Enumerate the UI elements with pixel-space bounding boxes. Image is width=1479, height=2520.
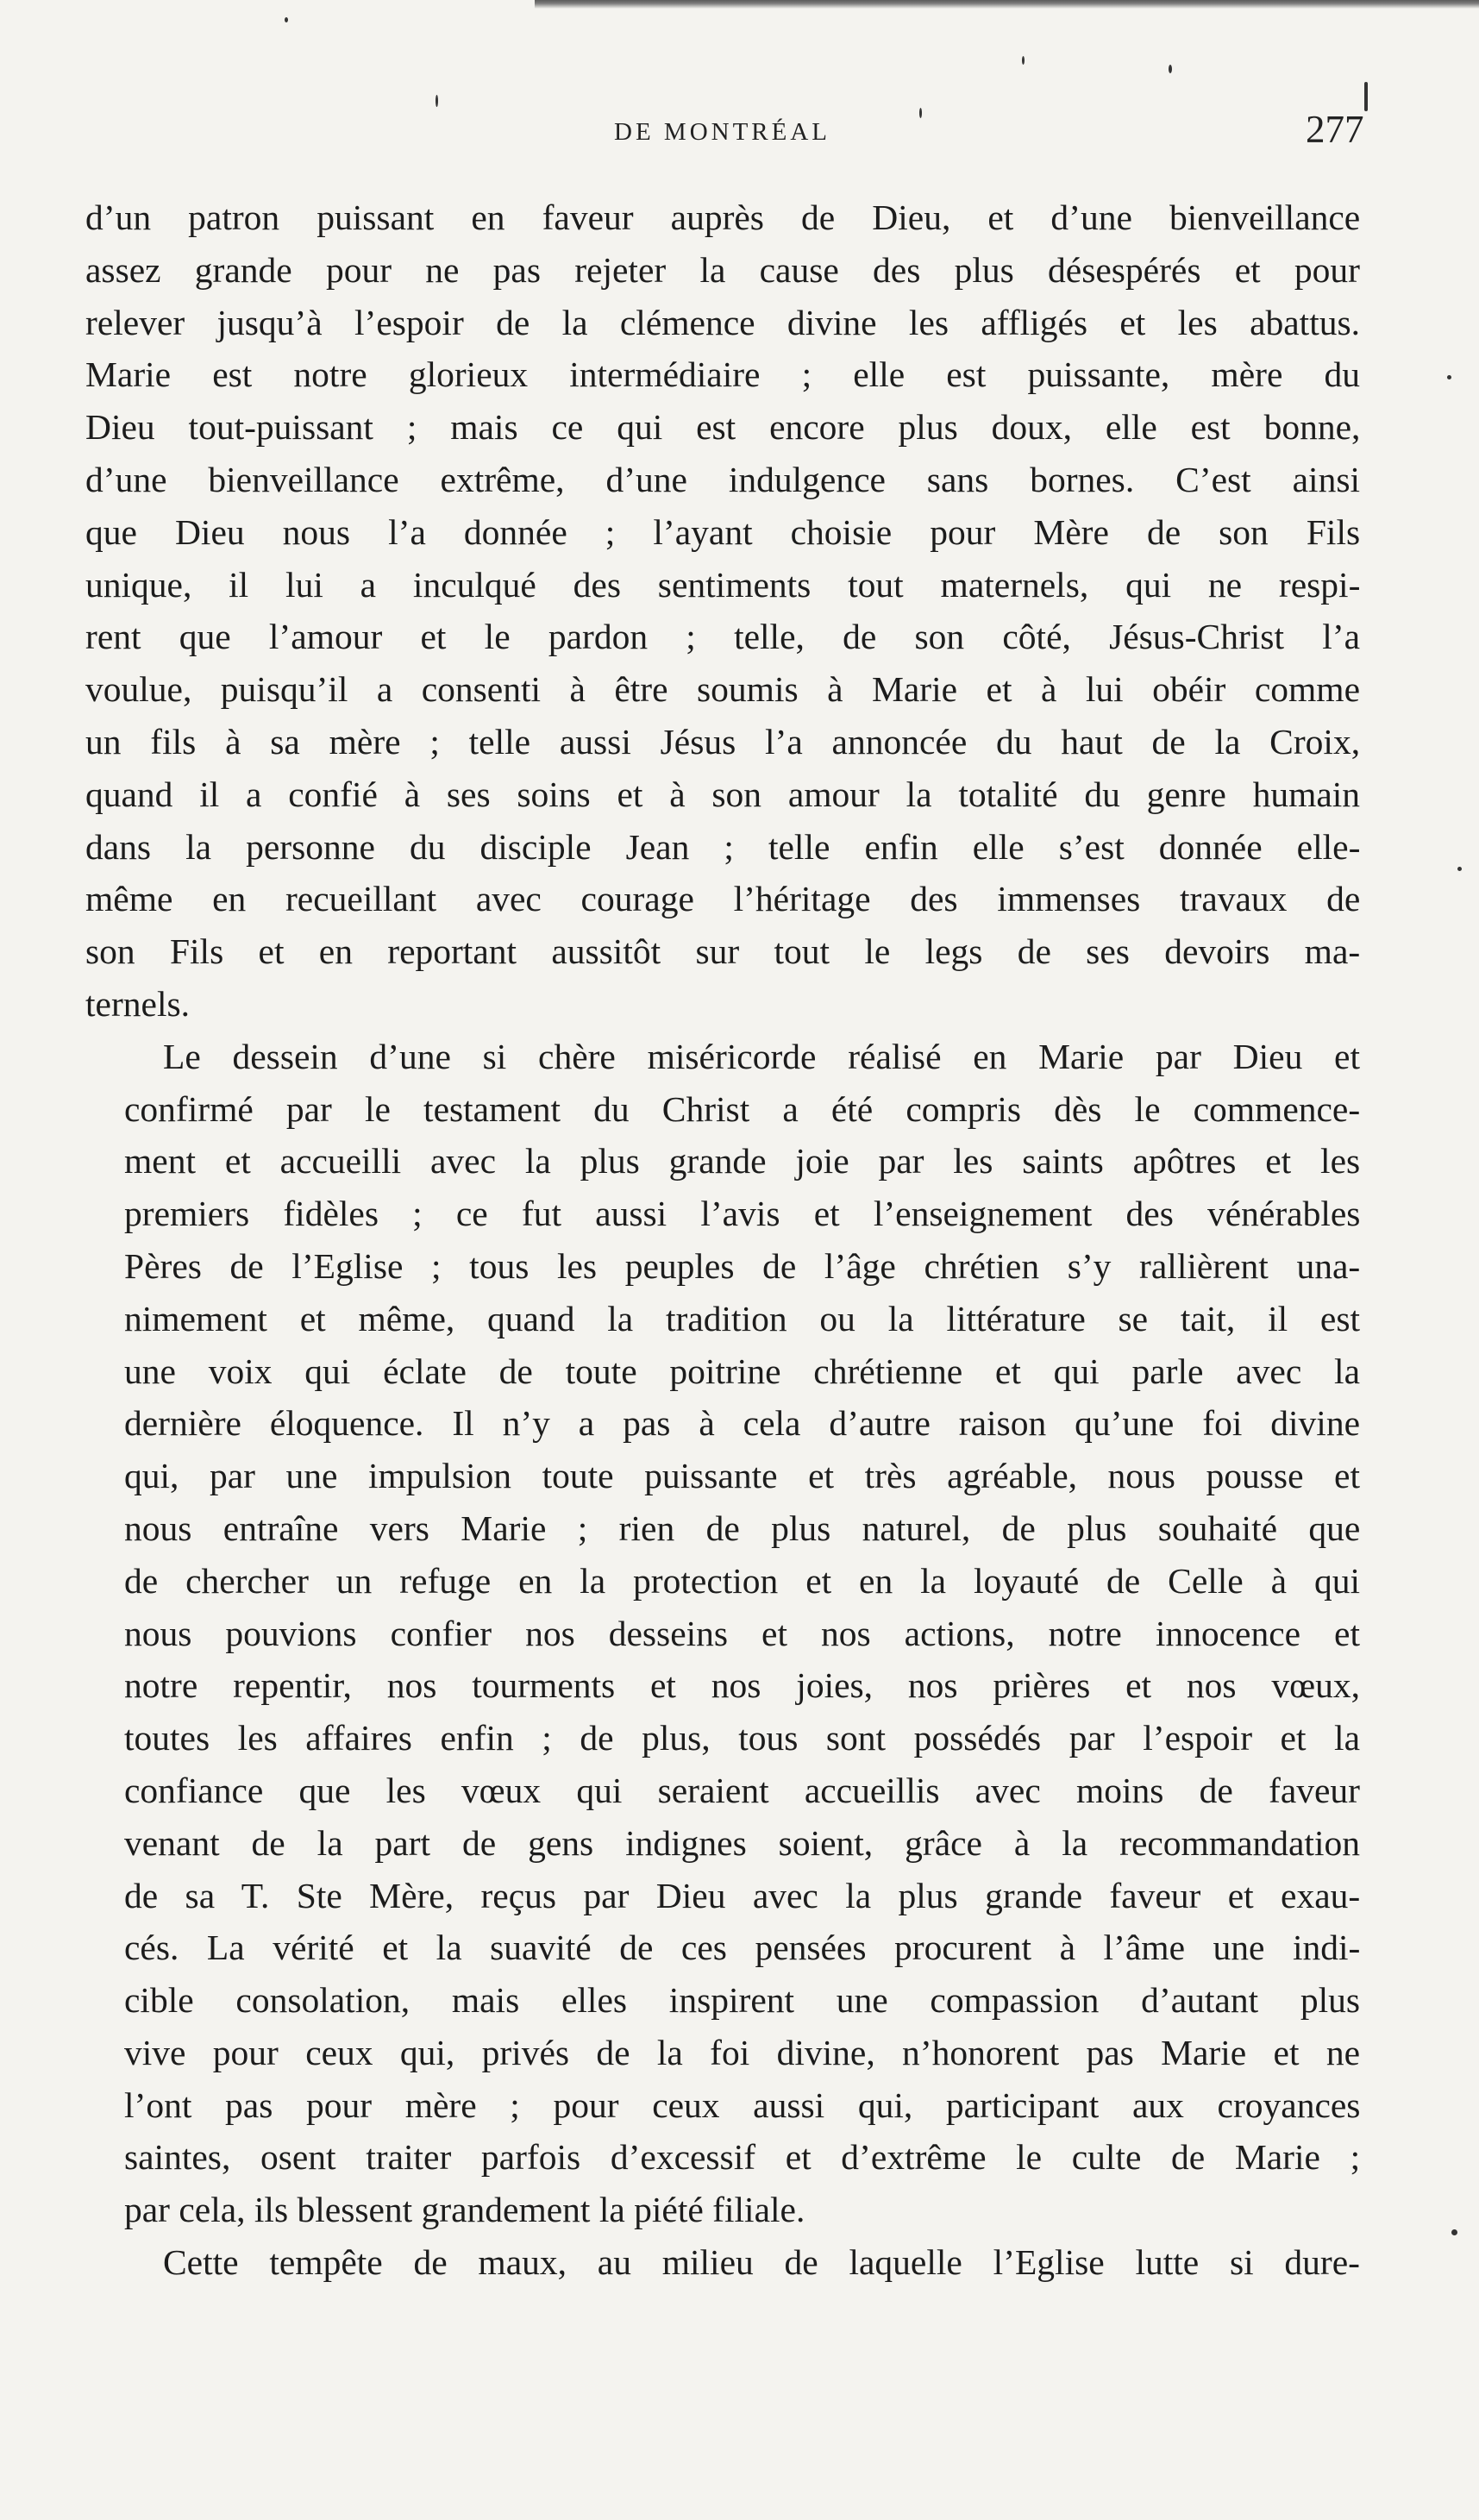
- text-line: Dieu tout-puissant ; mais ce qui est encore plus doux, elle est bonne,: [85, 407, 1361, 448]
- text-line: ternels.: [85, 983, 190, 1024]
- text-line: saintes, osent traiter parfois d’excessif et d’extrême le culte de Marie ;: [124, 2137, 1361, 2178]
- text-line: premiers fidèles ; ce fut aussi l’avis et l’enseignement des vénérables: [124, 1194, 1361, 1234]
- text-line: cés. La vérité et la suavité de ces pensées procurent à l’âme une indi-: [124, 1928, 1361, 1968]
- text-line: unique, il lui a inculqué des sentiments tout maternels, qui ne respi-: [85, 564, 1361, 605]
- text-line: toutes les affaires enfin ; de plus, tous sont possédés par l’espoir et la: [124, 1718, 1360, 1758]
- text-line: qui, par une impulsion toute puissante et très agréable, nous pousse et: [124, 1456, 1360, 1496]
- text-line: Marie est notre glorieux intermédiaire ; elle est puissante, mère du: [85, 354, 1360, 395]
- paragraph: [85, 191, 1360, 1031]
- text-line: Pères de l’Eglise ; tous les peuples de l’âge chrétien s’y rallièrent una-: [124, 1245, 1361, 1286]
- text-line: une voix qui éclate de toute poitrine chrétienne et qui parle avec la: [124, 1351, 1360, 1391]
- running-head: DE MONTRÉAL: [614, 118, 831, 146]
- text-line: voulue, puisqu’il a consenti à être soumis à Marie et à lui obéir comme: [85, 669, 1360, 710]
- page-number: 277: [1306, 108, 1364, 151]
- text-line: rent que l’amour et le pardon ; telle, de son côté, Jésus-Christ l’a: [85, 617, 1360, 657]
- text-line: nous entraîne vers Marie ; rien de plus naturel, de plus souhaité que: [124, 1508, 1361, 1548]
- text-line: d’un patron puissant en faveur auprès de Dieu, et d’une bienveillance: [85, 197, 1361, 237]
- text-line: nous pouvions confier nos desseins et nos actions, notre innocence et: [124, 1613, 1360, 1653]
- text-line: venant de la part de gens indignes soient, grâce à la recommandation: [124, 1822, 1360, 1863]
- body-text: [85, 191, 1360, 2289]
- text-line: cible consolation, mais elles inspirent une compassion d’autant plus: [124, 1980, 1361, 2021]
- text-line: dans la personne du disciple Jean ; telle enfin elle s’est donnée elle-: [85, 826, 1361, 867]
- scan-edge-shadow: [535, 0, 1479, 9]
- text-line: dernière éloquence. Il n’y a pas à cela d’autre raison qu’une foi divine: [124, 1403, 1360, 1444]
- scan-speck: [436, 95, 438, 107]
- scan-speck: [1457, 867, 1462, 871]
- text-line: même en recueillant avec courage l’héritage des immenses travaux de: [85, 879, 1361, 919]
- text-line: l’ont pas pour mère ; pour ceux aussi qui, participant aux croyances: [124, 2084, 1361, 2125]
- text-line: ment et accueilli avec la plus grande joie par les saints apôtres et les: [124, 1141, 1361, 1182]
- text-line: notre repentir, nos tourments et nos joies, nos prières et nos vœux,: [124, 1665, 1360, 1706]
- text-line: Cette tempête de maux, au milieu de laquelle l’Eglise lutte si dure-: [163, 2242, 1360, 2283]
- scan-speck: [919, 108, 922, 118]
- text-line: confirmé par le testament du Christ a été compris dès le commence-: [124, 1088, 1361, 1129]
- text-line: son Fils et en reportant aussitôt sur tout le legs de ses devoirs ma-: [85, 931, 1361, 972]
- scan-speck: [1451, 2229, 1457, 2235]
- paragraph: [85, 1031, 1360, 2236]
- scan-speck: [285, 17, 288, 22]
- text-line: de sa T. Ste Mère, reçus par Dieu avec la plus grande faveur et exau-: [124, 1875, 1361, 1915]
- text-line: de chercher un refuge en la protection et en la loyauté de Celle à qui: [124, 1560, 1360, 1601]
- scan-speck: [1022, 56, 1025, 65]
- text-line: d’une bienveillance extrême, d’une indulgence sans bornes. C’est ainsi: [85, 459, 1360, 499]
- scan-speck: [1169, 65, 1172, 73]
- text-line: par cela, ils blessent grandement la piété filiale.: [124, 2190, 805, 2230]
- text-line: relever jusqu’à l’espoir de la clémence divine les affligés et les abattus.: [85, 302, 1360, 342]
- paragraph: [85, 2236, 1360, 2289]
- text-line: un fils à sa mère ; telle aussi Jésus l’a annoncée du haut de la Croix,: [85, 721, 1361, 762]
- text-line: assez grande pour ne pas rejeter la cause des plus désespérés et pour: [85, 249, 1360, 290]
- scan-speck: [1447, 375, 1451, 379]
- text-line: confiance que les vœux qui seraient accueillis avec moins de faveur: [124, 1770, 1360, 1810]
- text-line: quand il a confié à ses soins et à son amour la totalité du genre humain: [85, 774, 1361, 814]
- scan-speck: [1364, 82, 1368, 111]
- text-line: Le dessein d’une si chère miséricorde réalisé en Marie par Dieu et: [163, 1036, 1360, 1076]
- text-line: que Dieu nous l’a donnée ; l’ayant choisie pour Mère de son Fils: [85, 511, 1361, 552]
- text-line: vive pour ceux qui, privés de la foi divine, n’honorent pas Marie et ne: [124, 2032, 1360, 2072]
- text-line: nimement et même, quand la tradition ou la littérature se tait, il est: [124, 1298, 1361, 1338]
